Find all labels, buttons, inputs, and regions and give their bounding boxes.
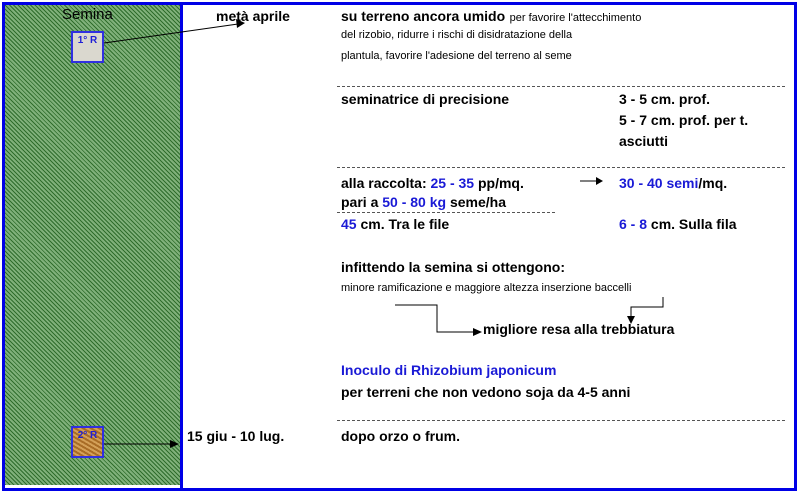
soil-lead: su terreno ancora umido — [341, 8, 506, 24]
pari-range: 50 - 80 kg — [382, 194, 447, 210]
seed-density — [619, 175, 727, 191]
pari-prefix: pari a — [341, 194, 383, 210]
seed-weight — [341, 194, 506, 210]
in-row-spacing — [619, 216, 737, 232]
depth-normal: 3 - 5 cm. prof. — [619, 91, 711, 107]
separator-4 — [337, 420, 785, 421]
soil-text1: per favorire l'attecchimento — [509, 12, 642, 24]
r1-timing: metà aprile — [216, 8, 290, 24]
row-spacing — [341, 216, 449, 232]
separator-1 — [337, 86, 785, 87]
seeds-range: 30 - 40 semi — [619, 175, 699, 191]
separator-3 — [337, 212, 555, 213]
inoculum-title: Inoculo di Rhizobium japonicum — [341, 362, 557, 378]
depth-dry: 5 - 7 cm. prof. per t. — [619, 112, 749, 128]
seeder-label: seminatrice di precisione — [341, 91, 510, 107]
thickening-result: migliore resa alla trebbiatura — [483, 321, 675, 337]
harvest-prefix: alla raccolta: — [341, 175, 431, 191]
inoculum-note: per terreni che non vedono soja da 4-5 anni — [341, 384, 631, 400]
thickening-title: infittendo la semina si ottengono: — [341, 259, 565, 275]
r1-label: 1° R — [77, 35, 98, 46]
rows-text: cm. Tra le file — [356, 216, 450, 232]
soil-line2: del rizobio, ridurre i rischi di disidratazione della — [341, 29, 573, 41]
pari-unit: seme/ha — [446, 194, 507, 210]
row-text: cm. Sulla fila — [647, 216, 737, 232]
soil-line1 — [341, 8, 641, 26]
r2-label: 2° R — [77, 430, 98, 441]
harvest-density — [341, 175, 524, 191]
separator-2 — [337, 167, 785, 168]
thickening-effects: minore ramificazione e maggiore altezza inserzione baccelli — [341, 282, 632, 294]
seeds-unit: /mq. — [698, 175, 728, 191]
depth-dry-cont: asciutti — [619, 133, 669, 149]
harvest-unit: pp/mq. — [474, 175, 524, 191]
harvest-range: 25 - 35 — [430, 175, 475, 191]
second-crop: dopo orzo o frum. — [341, 428, 460, 444]
rows-value: 45 — [341, 216, 357, 232]
soil-line3: plantula, favorire l'adesione del terreno al seme — [341, 50, 572, 62]
r2-timing: 15 giu - 10 lug. — [187, 428, 285, 444]
row-value: 6 - 8 — [619, 216, 648, 232]
phase-label: Semina — [62, 6, 113, 23]
